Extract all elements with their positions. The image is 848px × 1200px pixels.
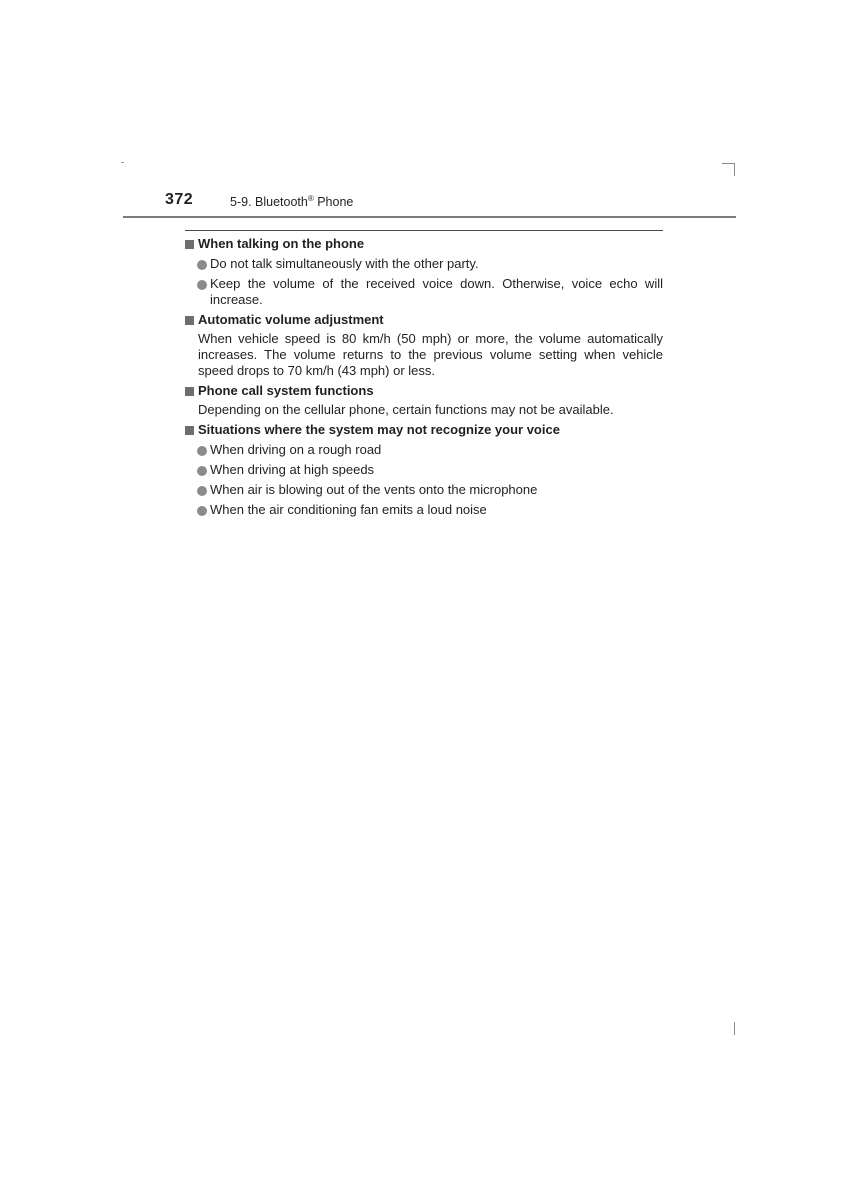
circle-bullet-icon	[197, 466, 207, 476]
list-item-text: When driving on a rough road	[210, 442, 382, 457]
paragraph-phone-call-functions: Depending on the cellular phone, certain functions may not be available.	[198, 402, 614, 417]
heading-talking-on-phone	[185, 236, 663, 252]
list-item	[185, 462, 663, 478]
list-item	[185, 276, 663, 308]
heading-text: Automatic volume adjustment	[198, 312, 384, 327]
paragraph-automatic-volume: When vehicle speed is 80 km/h (50 mph) or more, the volume automatically increases. The volume returns to the previous volume setting when vehicle speed drops to 70 km/h (43 mph) or less.	[198, 331, 663, 378]
square-bullet-icon	[185, 316, 194, 325]
heading-automatic-volume	[185, 312, 663, 328]
section-title	[230, 194, 353, 209]
circle-bullet-icon	[197, 280, 207, 290]
circle-bullet-icon	[197, 486, 207, 496]
list-item	[185, 256, 663, 272]
page-content	[185, 236, 663, 518]
circle-bullet-icon	[197, 446, 207, 456]
content-top-rule	[185, 230, 663, 231]
heading-phone-call-functions	[185, 383, 663, 399]
heading-text: Situations where the system may not recognize your voice	[198, 422, 560, 437]
list-item	[185, 482, 663, 498]
circle-bullet-icon	[197, 260, 207, 270]
heading-text: Phone call system functions	[198, 383, 374, 398]
list-item-text: When driving at high speeds	[210, 462, 375, 477]
list-item	[185, 442, 663, 458]
page-header	[123, 186, 736, 218]
list-item-text: When air is blowing out of the vents onto the microphone	[210, 482, 538, 497]
crop-mark-left	[121, 162, 124, 163]
list-item	[185, 502, 663, 518]
list-item-text: Do not talk simultaneously with the other party.	[210, 256, 479, 271]
section-title-prefix: 5-9. Bluetooth	[230, 195, 308, 209]
list-item-text: Keep the volume of the received voice down. Otherwise, voice echo will increase.	[210, 276, 663, 307]
crop-mark-bottom-right	[734, 1022, 735, 1035]
registered-mark: ®	[307, 194, 314, 203]
circle-bullet-icon	[197, 506, 207, 516]
heading-text: When talking on the phone	[198, 236, 365, 251]
square-bullet-icon	[185, 240, 194, 249]
section-title-suffix: Phone	[313, 195, 354, 209]
square-bullet-icon	[185, 387, 194, 396]
page-number: 372	[165, 191, 194, 208]
list-item-text: When the air conditioning fan emits a loud noise	[210, 502, 487, 517]
heading-voice-recognition	[185, 422, 663, 438]
crop-mark-top-right	[722, 163, 735, 176]
square-bullet-icon	[185, 426, 194, 435]
